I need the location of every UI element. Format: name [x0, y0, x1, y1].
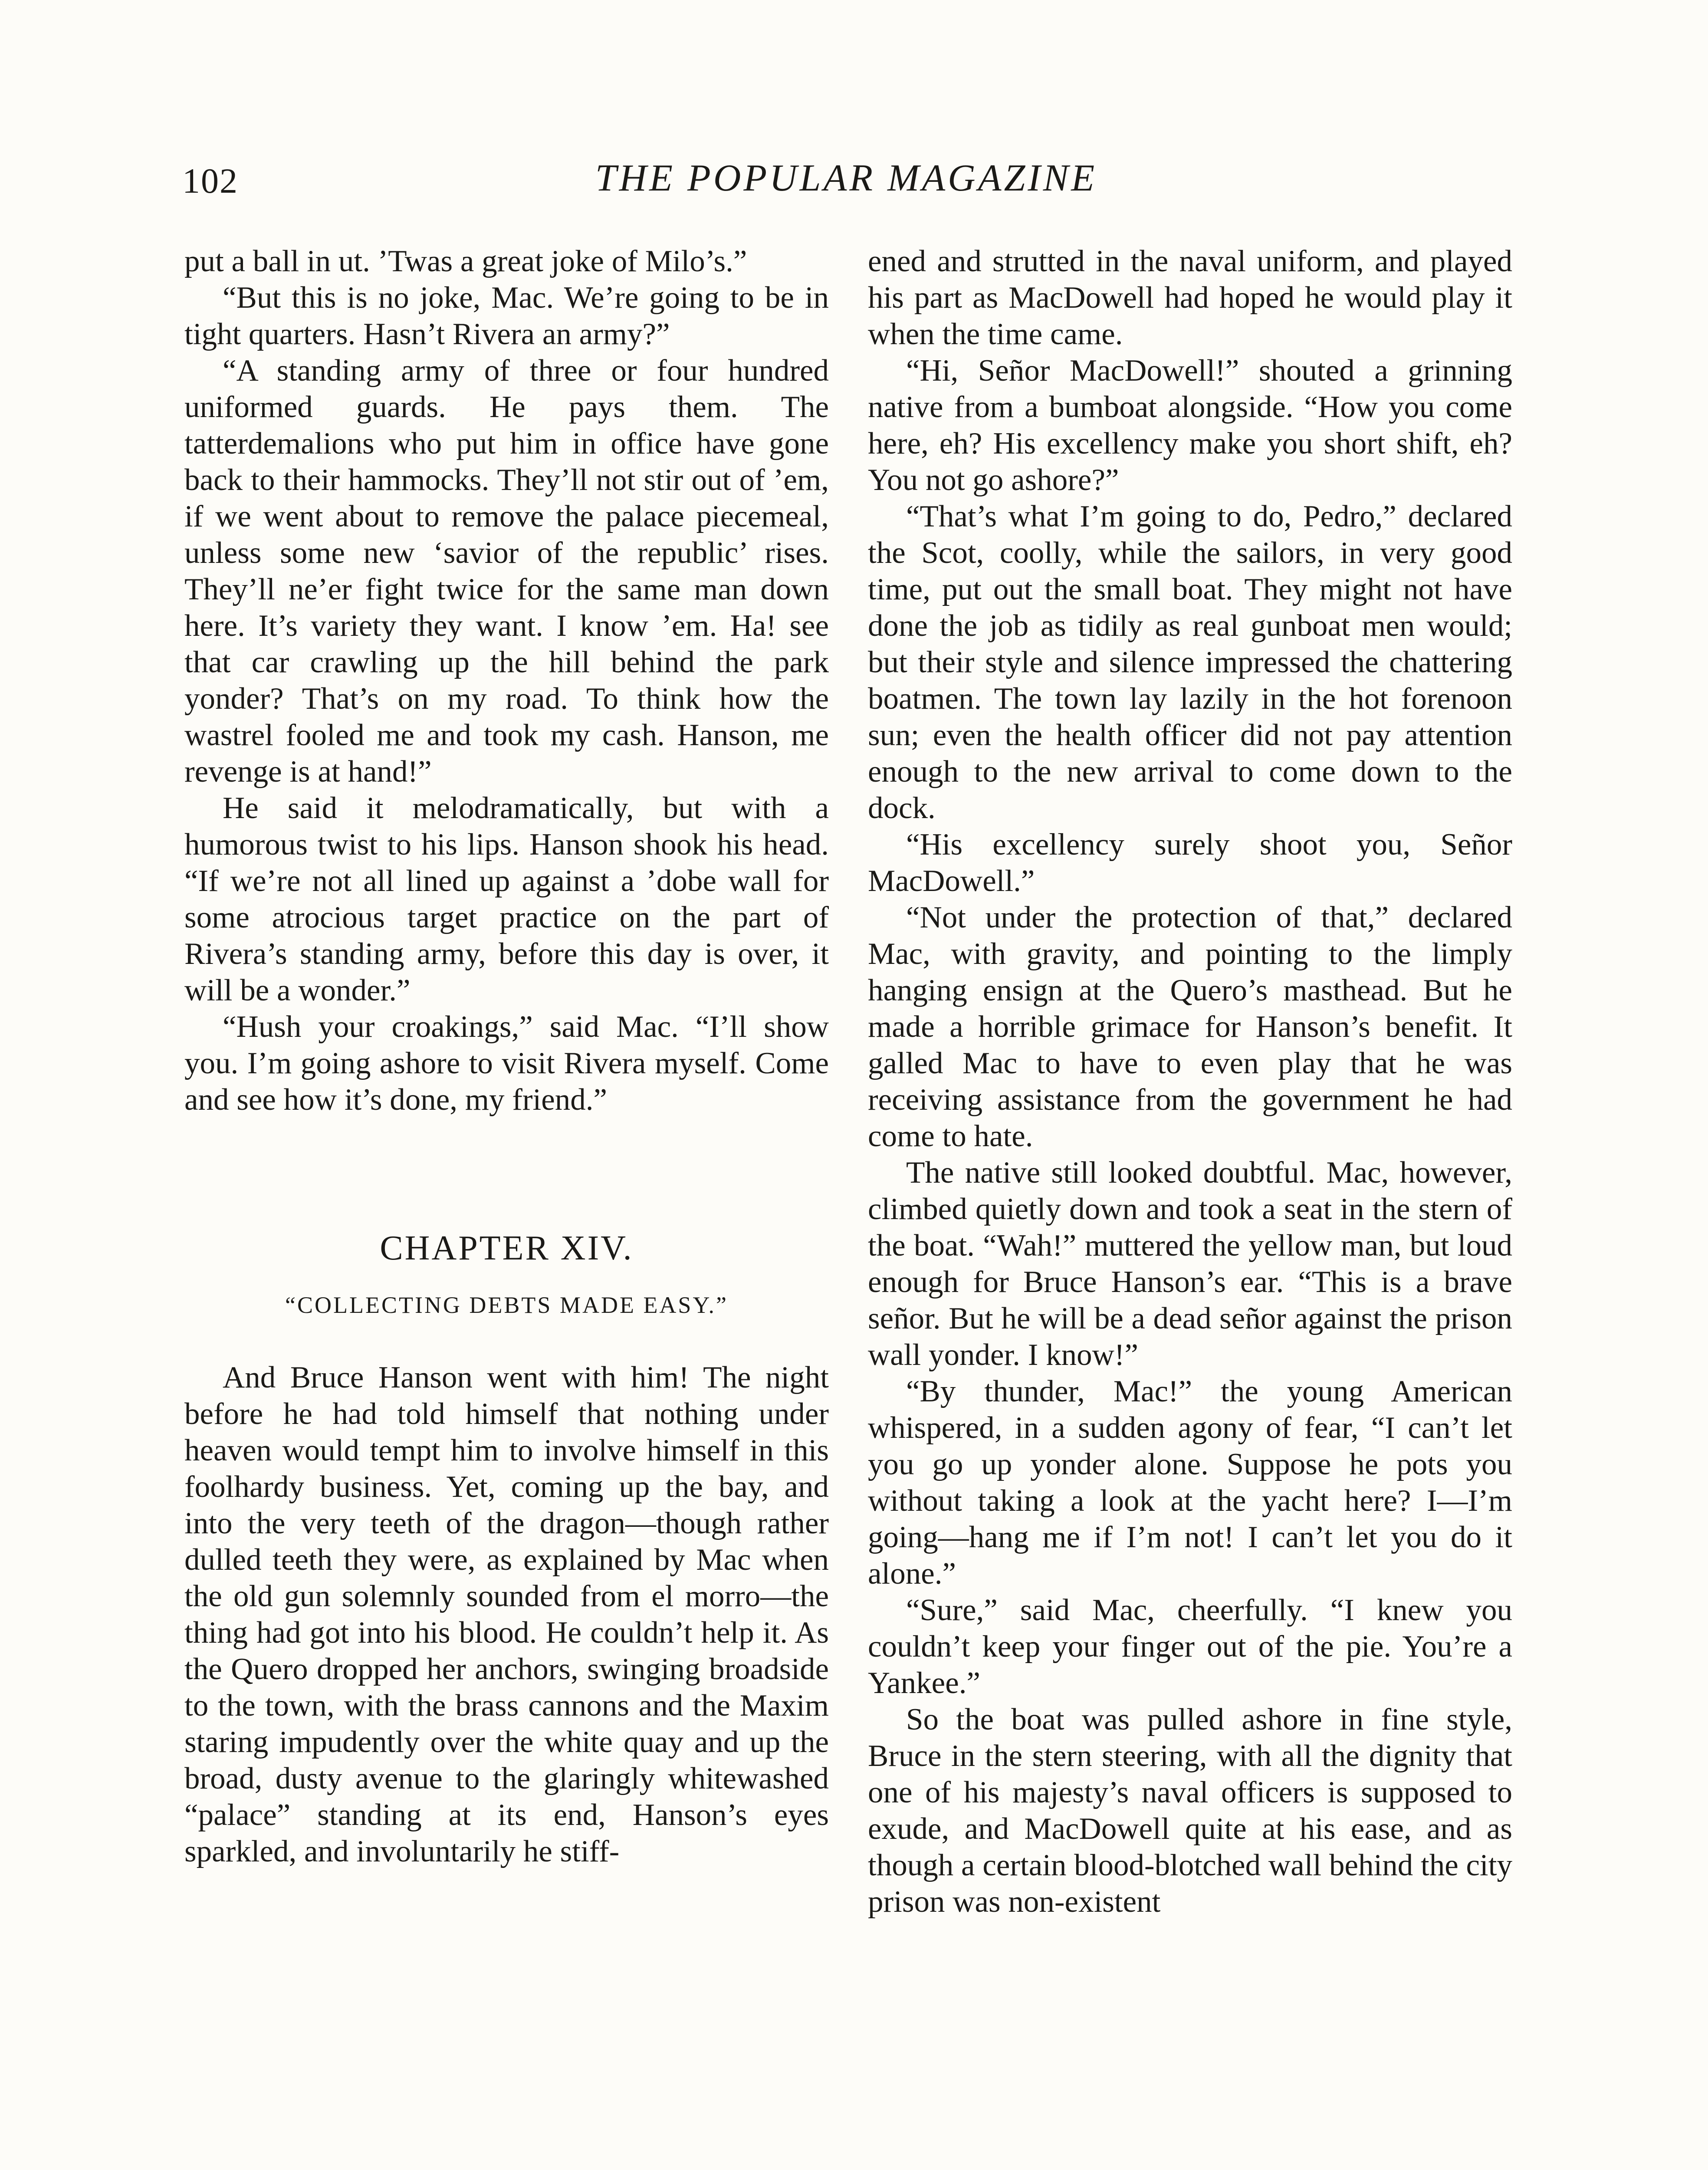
paragraph: “His excellency surely shoot you, Señor MacDowell.”	[868, 828, 1512, 898]
chapter-heading	[184, 1226, 829, 1325]
paragraph: So the boat was pulled ashore in fine style, Bruce in the stern steering, with all the dignity that one of his majesty’s naval officers is supposed to exude, and MacDowell quite at his ease, and as though a certain blood-blotched wall behind the city prison was non-existent	[868, 1703, 1512, 1919]
paragraph: He said it melodramatically, but with a humorous twist to his lips. Hanson shook his head. “If we’re not all lined up against a ’dobe wall for some atrocious target practice on the part of Rivera’s standing army, before this day is over, it will be a wonder.”	[184, 791, 829, 1007]
chapter-subtitle: “COLLECTING DEBTS MADE EASY.”	[285, 1292, 728, 1318]
paragraph: “Sure,” said Mac, cheerfully. “I knew you couldn’t keep your finger out of the pie. You’re a Yankee.”	[868, 1593, 1512, 1700]
paragraph: And Bruce Hanson went with him! The night before he had told himself that nothing under heaven would tempt him to involve himself in this foolhardy business. Yet, coming up the bay, and into the very teeth of the dragon—though rather dulled teeth they were, as explained by Mac when the old gun solemnly sounded from el morro—the thing had got into his blood. He couldn’t help it. As the Quero dropped her anchors, swinging broadside to the town, with the brass cannons and the Maxim staring impudently over the white quay and up the broad, dusty avenue to the glaringly whitewashed “palace” standing at its end, Hanson’s eyes sparkled, and involuntarily he stiff-	[184, 1361, 829, 1868]
paragraph: The native still looked doubtful. Mac, however, climbed quietly down and took a seat in the stern of the boat. “Wah!” muttered the yellow man, but loud enough for Bruce Hanson’s ear. “This is a brave señor. But he will be a dead señor against the prison wall yonder. I know!”	[868, 1156, 1512, 1372]
page-number: 102	[182, 161, 238, 201]
left-column	[184, 243, 829, 1870]
right-column	[868, 243, 1512, 1920]
paragraph: “By thunder, Mac!” the young American whispered, in a sudden agony of fear, “I can’t let you go up yonder alone. Suppose he pots you without taking a look at the yacht here? I—I’m going—hang me if I’m not! I can’t let you do it alone.”	[868, 1374, 1512, 1591]
page-header	[182, 156, 1510, 217]
paragraph: put a ball in ut. ’Twas a great joke of Milo’s.”	[184, 244, 747, 278]
paragraph: ened and strutted in the naval uniform, and played his part as MacDowell had hoped he would play it when the time came.	[868, 244, 1512, 351]
paragraph: “But this is no joke, Mac. We’re going to be in tight quarters. Hasn’t Rivera an army?”	[184, 281, 829, 351]
paragraph: “Not under the protection of that,” declared Mac, with gravity, and pointing to the limply hanging ensign at the Quero’s masthead. But he made a horrible grimace for Hanson’s benefit. It galled Mac to have to even play that he was receiving assistance from the government he had come to hate.	[868, 901, 1512, 1153]
running-title: THE POPULAR MAGAZINE	[595, 157, 1097, 199]
chapter-title: CHAPTER XIV.	[380, 1229, 634, 1267]
paragraph: “A standing army of three or four hundred uniformed guards. He pays them. The tatterdemalions who put him in office have gone back to their hammocks. They’ll not stir out of ’em, if we went about to remove the palace piecemeal, unless some new ‘savior of the republic’ rises. They’ll ne’er fight twice for the same man down here. It’s variety they want. I know ’em. Ha! see that car crawling up the hill behind the park yonder? That’s on my road. To think how the wastrel fooled me and took my cash. Hanson, me revenge is at hand!”	[184, 354, 829, 789]
paragraph: “Hush your croakings,” said Mac. “I’ll show you. I’m going ashore to visit Rivera myself. Come and see how it’s done, my friend.”	[184, 1010, 829, 1117]
paragraph: “That’s what I’m going to do, Pedro,” declared the Scot, coolly, while the sailors, in very good time, put out the small boat. They might not have done the job as tidily as real gunboat men would; but their style and silence impressed the chattering boatmen. The town lay lazily in the hot forenoon sun; even the health officer did not pay attention enough to the new arrival to come down to the dock.	[868, 500, 1512, 825]
paragraph: “Hi, Señor MacDowell!” shouted a grinning native from a bumboat alongside. “How you come here, eh? His excellency make you short shift, eh? You not go ashore?”	[868, 354, 1512, 497]
